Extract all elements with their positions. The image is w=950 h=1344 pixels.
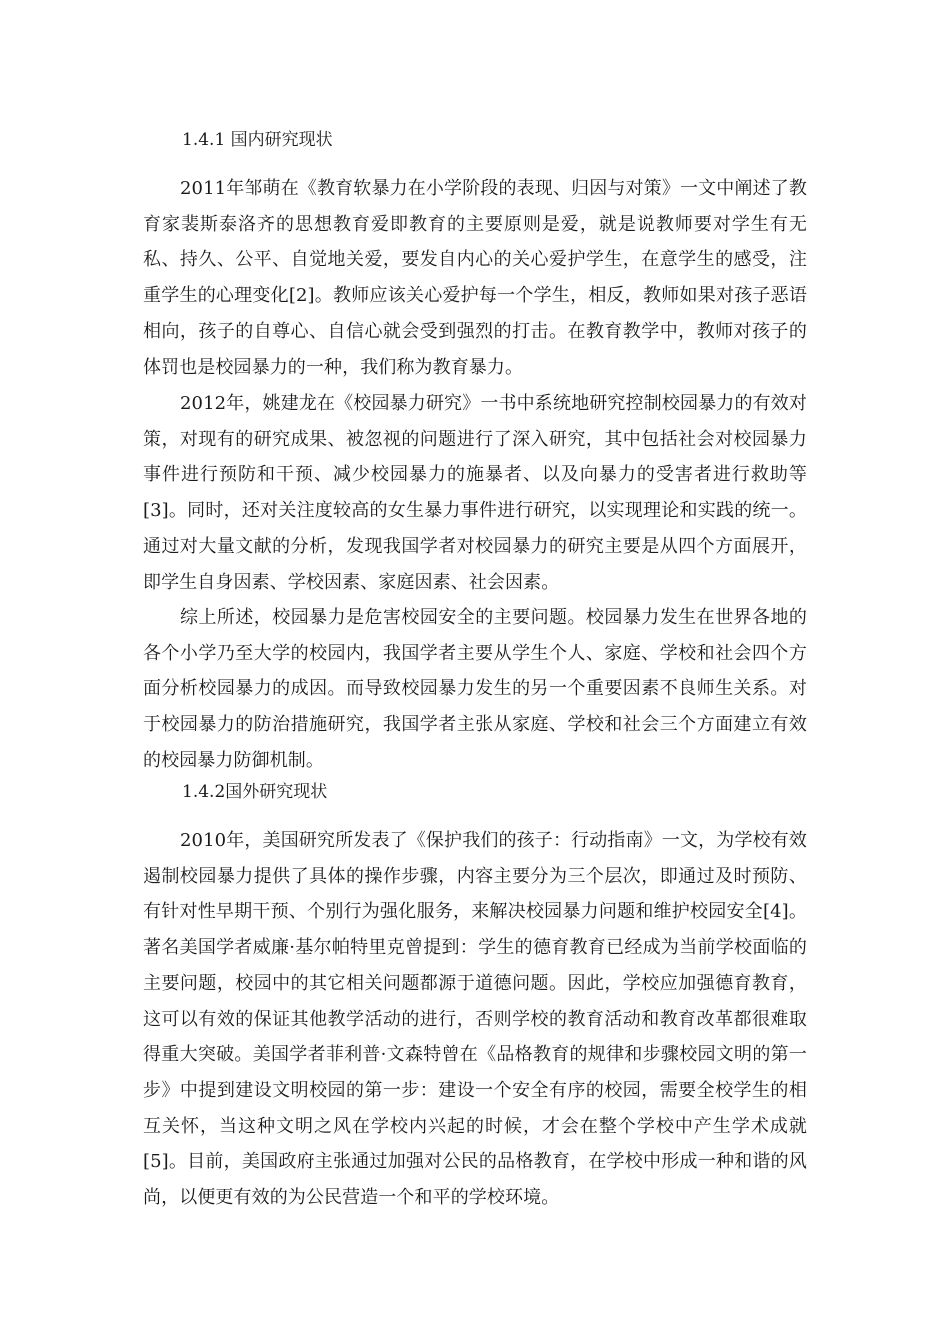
paragraph-us-research-2010: 2010年，美国研究所发表了《保护我们的孩子：行动指南》一文，为学校有效遏制校园暴力提供了具体的操作步骤，内容主要分为三个层次，即通过及时预防、有针对性早期干预、个别行为强化服务，来解决校园暴力问题和维护校园安全[4]。著名美国学者威廉·基尔帕特里克曾提到：学生的德育教育已经成为当前学校面临的主要问题，校园中的其它相关问题都源于道德问题。因此，学校应加强德育教育，这可以有效的保证其他教学活动的进行，否则学校的教育活动和教育改革都很难取得重大突破。美国学者菲利普·文森特曾在《品格教育的规律和步骤校园文明的第一步》中提到建设文明校园的第一步：建设一个安全有序的校园，需要全校学生的相互关怀，当这种文明之风在学校内兴起的时候，才会在整个学校中产生学术成就[5]。目前，美国政府主张通过加强对公民的品格教育，在学校中形成一种和谐的风尚，以便更有效的为公民营造一个和平的学校环境。	[143, 830, 807, 1209]
paragraph-zou-meng-2011: 2011年邹萌在《教育软暴力在小学阶段的表现、归因与对策》一文中阐述了教育家裴斯泰洛齐的思想教育爱即教育的主要原则是爱，就是说教师要对学生有无私、持久、公平、自觉地关爱，要发自内心的关心爱护学生，在意学生的感受，注重学生的心理变化[2]。教师应该关心爱护每一个学生，相反，教师如果对孩子恶语相向，孩子的自尊心、自信心就会受到强烈的打击。在教育教学中，教师对孩子的体罚也是校园暴力的一种，我们称为教育暴力。	[143, 178, 807, 378]
paragraph-yao-jianlong-2012: 2012年，姚建龙在《校园暴力研究》一书中系统地研究控制校园暴力的有效对策，对现有的研究成果、被忽视的问题进行了深入研究，其中包括社会对校园暴力事件进行预防和干预、减少校园暴力的施暴者、以及向暴力的受害者进行救助等[3]。同时，还对关注度较高的女生暴力事件进行研究，以实现理论和实践的统一。通过对大量文献的分析，发现我国学者对校园暴力的研究主要是从四个方面展开，即学生自身因素、学校因素、家庭因素、社会因素。	[143, 393, 807, 593]
paragraph-summary: 综上所述，校园暴力是危害校园安全的主要问题。校园暴力发生在世界各地的各个小学乃至大学的校园内，我国学者主要从学生个人、家庭、学校和社会四个方面分析校园暴力的成因。而导致校园暴力发生的另一个重要因素不良师生关系。对于校园暴力的防治措施研究，我国学者主张从家庭、学校和社会三个方面建立有效的校园暴力防御机制。	[143, 607, 807, 771]
section-heading-foreign-research: 1.4.2国外研究现状	[182, 782, 328, 802]
section-heading-domestic-research: 1.4.1 国内研究现状	[182, 130, 333, 150]
